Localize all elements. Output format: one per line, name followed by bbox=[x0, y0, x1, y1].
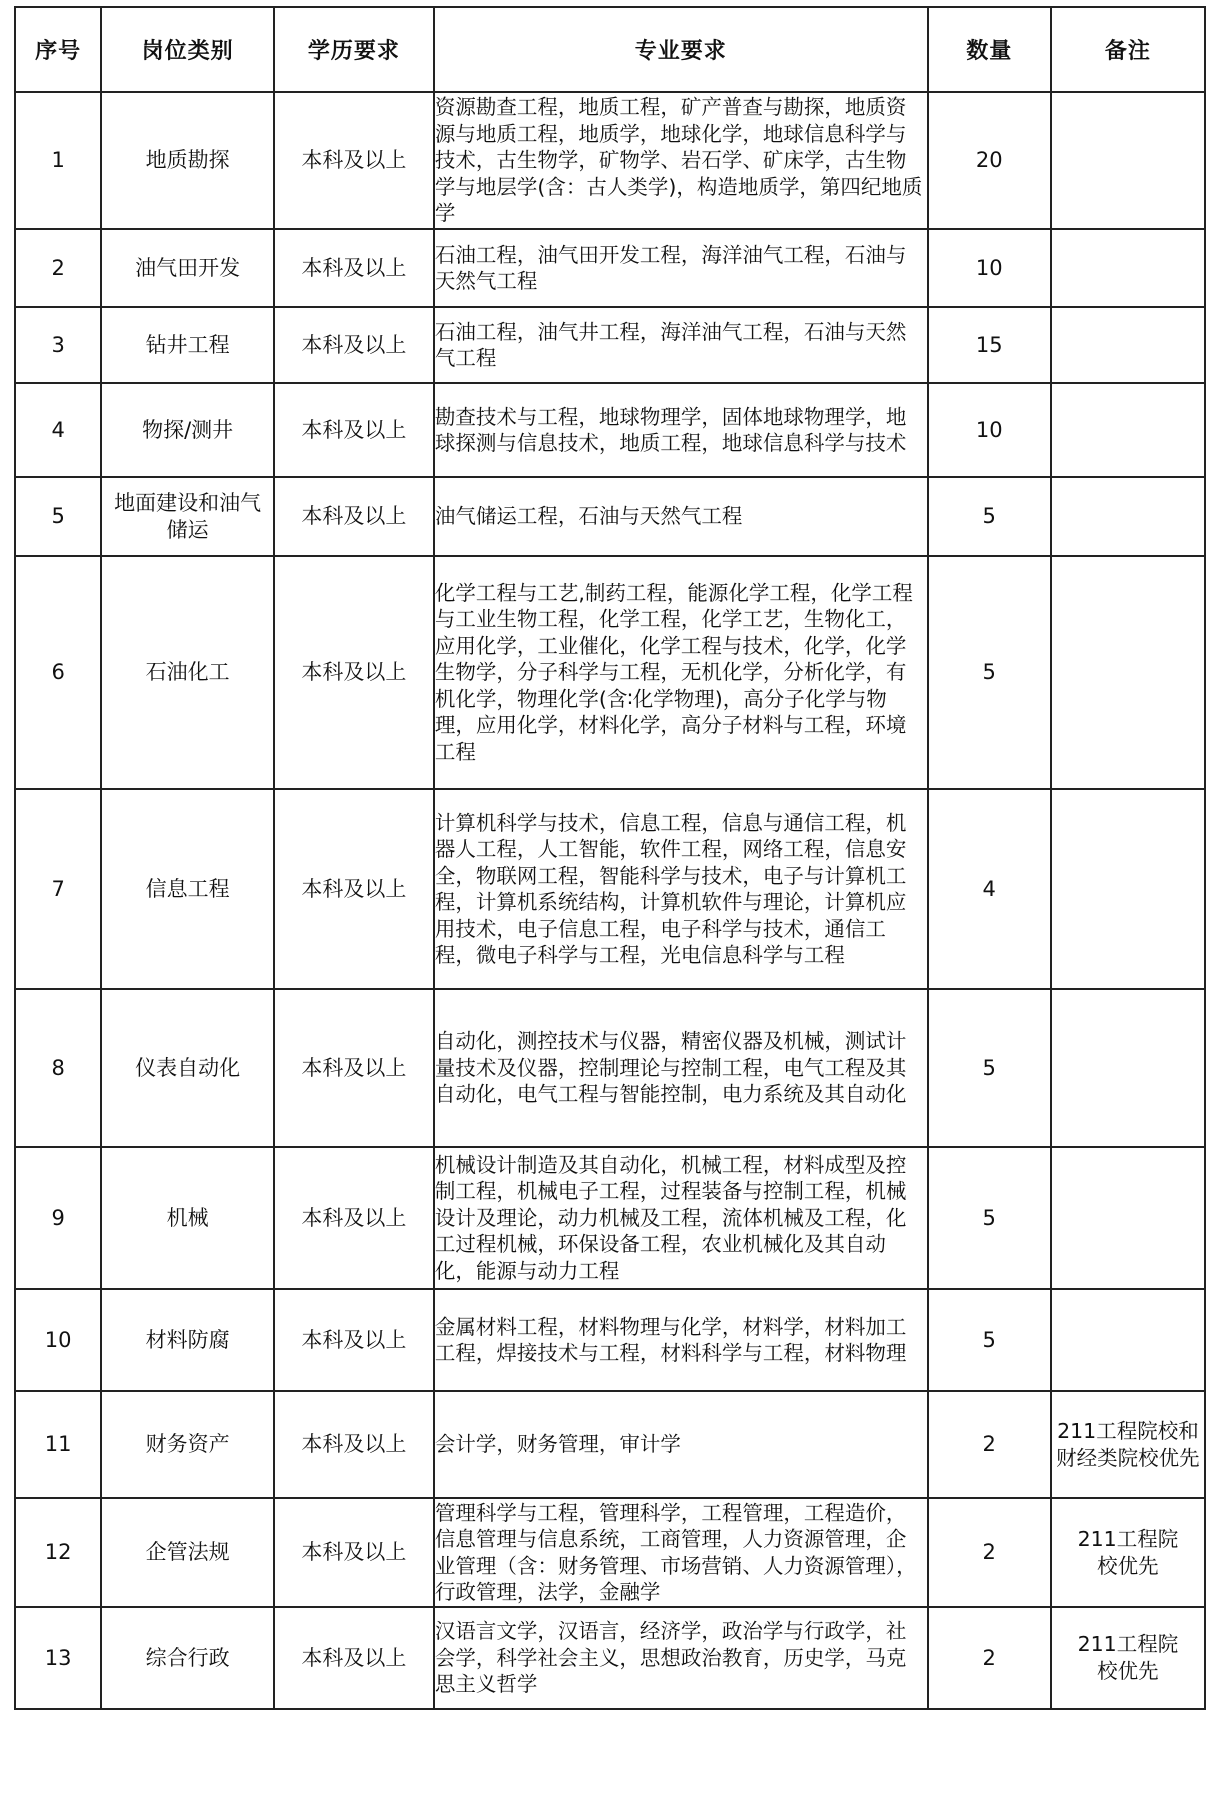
cell-index: 5 bbox=[15, 477, 101, 556]
cell-note bbox=[1051, 989, 1205, 1147]
table-row bbox=[15, 1498, 1205, 1607]
cell-count: 5 bbox=[928, 477, 1051, 556]
table-row bbox=[15, 1391, 1205, 1498]
cell-index: 11 bbox=[15, 1391, 101, 1498]
cell-note bbox=[1051, 1147, 1205, 1289]
cell-major: 资源勘查工程，地质工程，矿产普查与勘探，地质资源与地质工程，地质学，地球化学，地球信息科学与技术，古生物学，矿物学、岩石学、矿床学，古生物学与地层学(含：古人类学)，构造地质学，第四纪地质学 bbox=[434, 92, 928, 229]
header-index: 序号 bbox=[15, 7, 101, 92]
cell-note bbox=[1051, 383, 1205, 477]
cell-index: 3 bbox=[15, 307, 101, 383]
cell-index: 8 bbox=[15, 989, 101, 1147]
cell-education: 本科及以上 bbox=[274, 477, 434, 556]
cell-count: 5 bbox=[928, 1289, 1051, 1391]
cell-education: 本科及以上 bbox=[274, 92, 434, 229]
cell-count: 10 bbox=[928, 229, 1051, 307]
header-major: 专业要求 bbox=[434, 7, 928, 92]
cell-major: 管理科学与工程，管理科学，工程管理，工程造价，信息管理与信息系统，工商管理，人力资源管理，企业管理（含：财务管理、市场营销、人力资源管理），行政管理，法学，金融学 bbox=[434, 1498, 928, 1607]
cell-note: 211工程院校优先 bbox=[1051, 1607, 1205, 1709]
header-position: 岗位类别 bbox=[101, 7, 274, 92]
cell-position: 综合行政 bbox=[101, 1607, 274, 1709]
cell-index: 10 bbox=[15, 1289, 101, 1391]
cell-count: 5 bbox=[928, 556, 1051, 789]
cell-index: 2 bbox=[15, 229, 101, 307]
cell-note bbox=[1051, 556, 1205, 789]
cell-position: 企管法规 bbox=[101, 1498, 274, 1607]
cell-count: 4 bbox=[928, 789, 1051, 989]
cell-index: 9 bbox=[15, 1147, 101, 1289]
cell-position: 地质勘探 bbox=[101, 92, 274, 229]
cell-index: 7 bbox=[15, 789, 101, 989]
cell-education: 本科及以上 bbox=[274, 1498, 434, 1607]
cell-count: 2 bbox=[928, 1391, 1051, 1498]
cell-note: 211工程院校优先 bbox=[1051, 1498, 1205, 1607]
cell-education: 本科及以上 bbox=[274, 1147, 434, 1289]
cell-position: 物探/测井 bbox=[101, 383, 274, 477]
cell-index: 6 bbox=[15, 556, 101, 789]
cell-note bbox=[1051, 1289, 1205, 1391]
cell-education: 本科及以上 bbox=[274, 307, 434, 383]
table-row bbox=[15, 556, 1205, 789]
table-row bbox=[15, 477, 1205, 556]
cell-major: 化学工程与工艺,制药工程，能源化学工程，化学工程与工业生物工程，化学工程，化学工艺，生物化工，应用化学，工业催化，化学工程与技术，化学，化学生物学，分子科学与工程，无机化学，分析化学，有机化学，物理化学(含∶化学物理)，高分子化学与物理，应用化学，材料化学，高分子材料与工程，环境工程 bbox=[434, 556, 928, 789]
cell-position: 机械 bbox=[101, 1147, 274, 1289]
cell-count: 10 bbox=[928, 383, 1051, 477]
cell-education: 本科及以上 bbox=[274, 556, 434, 789]
cell-major: 机械设计制造及其自动化，机械工程，材料成型及控制工程，机械电子工程，过程装备与控制工程，机械设计及理论，动力机械及工程，流体机械及工程，化工过程机械，环保设备工程，农业机械化及其自动化，能源与动力工程 bbox=[434, 1147, 928, 1289]
cell-note bbox=[1051, 477, 1205, 556]
table-body bbox=[15, 92, 1205, 1709]
cell-count: 15 bbox=[928, 307, 1051, 383]
table-row bbox=[15, 1607, 1205, 1709]
table-row bbox=[15, 229, 1205, 307]
cell-position: 材料防腐 bbox=[101, 1289, 274, 1391]
cell-education: 本科及以上 bbox=[274, 1289, 434, 1391]
cell-major: 勘查技术与工程，地球物理学，固体地球物理学，地球探测与信息技术，地质工程，地球信息科学与技术 bbox=[434, 383, 928, 477]
cell-major: 自动化，测控技术与仪器，精密仪器及机械，测试计量技术及仪器，控制理论与控制工程，电气工程及其自动化，电气工程与智能控制，电力系统及其自动化 bbox=[434, 989, 928, 1147]
cell-count: 2 bbox=[928, 1498, 1051, 1607]
header-count: 数量 bbox=[928, 7, 1051, 92]
cell-position: 地面建设和油气储运 bbox=[101, 477, 274, 556]
cell-position: 钻井工程 bbox=[101, 307, 274, 383]
cell-position: 仪表自动化 bbox=[101, 989, 274, 1147]
cell-major: 油气储运工程，石油与天然气工程 bbox=[434, 477, 928, 556]
cell-note bbox=[1051, 229, 1205, 307]
cell-major: 汉语言文学，汉语言，经济学，政治学与行政学，社会学，科学社会主义，思想政治教育，历史学，马克思主义哲学 bbox=[434, 1607, 928, 1709]
header-note: 备注 bbox=[1051, 7, 1205, 92]
cell-count: 5 bbox=[928, 1147, 1051, 1289]
table-row bbox=[15, 1289, 1205, 1391]
cell-note bbox=[1051, 307, 1205, 383]
cell-index: 1 bbox=[15, 92, 101, 229]
cell-major: 会计学，财务管理，审计学 bbox=[434, 1391, 928, 1498]
table-row bbox=[15, 1147, 1205, 1289]
cell-position: 石油化工 bbox=[101, 556, 274, 789]
cell-major: 计算机科学与技术，信息工程，信息与通信工程，机器人工程，人工智能，软件工程，网络工程，信息安全，物联网工程，智能科学与技术，电子与计算机工程，计算机系统结构，计算机软件与理论，计算机应用技术，电子信息工程，电子科学与技术，通信工程，微电子科学与工程，光电信息科学与工程 bbox=[434, 789, 928, 989]
cell-index: 13 bbox=[15, 1607, 101, 1709]
cell-education: 本科及以上 bbox=[274, 383, 434, 477]
cell-education: 本科及以上 bbox=[274, 229, 434, 307]
cell-major: 石油工程，油气井工程，海洋油气工程，石油与天然气工程 bbox=[434, 307, 928, 383]
header-row bbox=[15, 7, 1205, 92]
table-header bbox=[15, 7, 1205, 92]
cell-index: 4 bbox=[15, 383, 101, 477]
cell-major: 石油工程，油气田开发工程，海洋油气工程，石油与天然气工程 bbox=[434, 229, 928, 307]
cell-major: 金属材料工程，材料物理与化学，材料学，材料加工工程，焊接技术与工程，材料科学与工程，材料物理 bbox=[434, 1289, 928, 1391]
cell-note bbox=[1051, 789, 1205, 989]
cell-education: 本科及以上 bbox=[274, 1391, 434, 1498]
recruitment-table bbox=[14, 6, 1206, 1710]
table-row bbox=[15, 92, 1205, 229]
header-education: 学历要求 bbox=[274, 7, 434, 92]
table-row bbox=[15, 789, 1205, 989]
table-row bbox=[15, 989, 1205, 1147]
cell-note bbox=[1051, 92, 1205, 229]
cell-position: 油气田开发 bbox=[101, 229, 274, 307]
table-row bbox=[15, 307, 1205, 383]
cell-note: 211工程院校和财经类院校优先 bbox=[1051, 1391, 1205, 1498]
cell-education: 本科及以上 bbox=[274, 1607, 434, 1709]
cell-education: 本科及以上 bbox=[274, 989, 434, 1147]
cell-count: 5 bbox=[928, 989, 1051, 1147]
cell-position: 财务资产 bbox=[101, 1391, 274, 1498]
cell-position: 信息工程 bbox=[101, 789, 274, 989]
cell-count: 20 bbox=[928, 92, 1051, 229]
cell-education: 本科及以上 bbox=[274, 789, 434, 989]
table-row bbox=[15, 383, 1205, 477]
cell-index: 12 bbox=[15, 1498, 101, 1607]
cell-count: 2 bbox=[928, 1607, 1051, 1709]
